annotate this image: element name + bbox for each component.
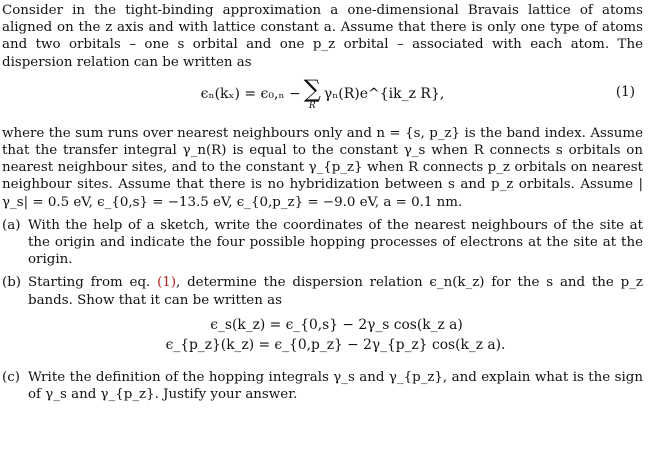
question-c-text: Write the definition of the hopping integrals γ_s and γ_{p_z}, and explain what is the sign of γ_s and γ_{p_z}. Justify your answer. (28, 369, 643, 403)
sum-index: R (308, 100, 316, 111)
question-c-label: (c) (2, 369, 20, 385)
dispersion-equations (28, 315, 643, 355)
description-paragraph: where the sum runs over nearest neighbours only and n = {s, p_z} is the band index. Assume that the transfer integral γ_n(R) is equal to the constant γ_s when R connects s orbitals on nearest neighbour sites, and to the constant γ_{p_z} when R connects p_z orbitals on nearest neighbour sites. Assume that there is no hybridization between s and p_z orbitals. Assume |γ_s| = 0.5 eV, ϵ_{0,s} = −13.5 eV, ϵ_{0,p_z} = −9.0 eV, a = 0.1 nm. (2, 125, 643, 210)
question-b-label: (b) (2, 275, 22, 291)
equation-1-rhs: γₙ(R)e^{ik_z R}, (323, 85, 445, 102)
question-a-label: (a) (2, 217, 21, 233)
summation (303, 74, 321, 111)
question-a (2, 217, 643, 269)
question-b-text-after: , determine the dispersion relation ϵ_n(k_z) for the s and the p_z bands. Show that it can be written as (28, 275, 643, 308)
sum-symbol: ∑ (303, 74, 321, 103)
question-b-text-before: Starting from eq. (28, 275, 158, 291)
dispersion-pz-band: ϵ_{p_z}(k_z) = ϵ_{0,p_z} − 2γ_{p_z} cos(k_z a). (165, 336, 506, 353)
equation-1-number: (1) (615, 83, 635, 100)
problem-page (0, 2, 649, 461)
dispersion-s-band: ϵ_s(k_z) = ϵ_{0,s} − 2γ_s cos(k_z a) (210, 316, 463, 333)
equation-1-lhs: ϵₙ(kₓ) = ϵ₀,ₙ − (200, 85, 301, 102)
question-b-body (28, 274, 643, 362)
question-b (2, 274, 643, 362)
equation-1 (2, 71, 643, 117)
intro-paragraph: Consider in the tight-binding approximation a one-dimensional Bravais lattice of atoms aligned on the z axis and with lattice constant a. Assume that there is only one type of atoms and two orbitals – one s orbital and one p_z orbital – associated with each atom. The dispersion relation can be written as (2, 3, 643, 70)
question-c (2, 369, 643, 403)
question-list (2, 217, 643, 403)
question-a-text: With the help of a sketch, write the coordinates of the nearest neighbours of the site at the origin and indicate the four possible hopping processes of electrons at the site at the origin. (28, 217, 643, 268)
equation-reference-link[interactable]: (1) (157, 275, 177, 291)
